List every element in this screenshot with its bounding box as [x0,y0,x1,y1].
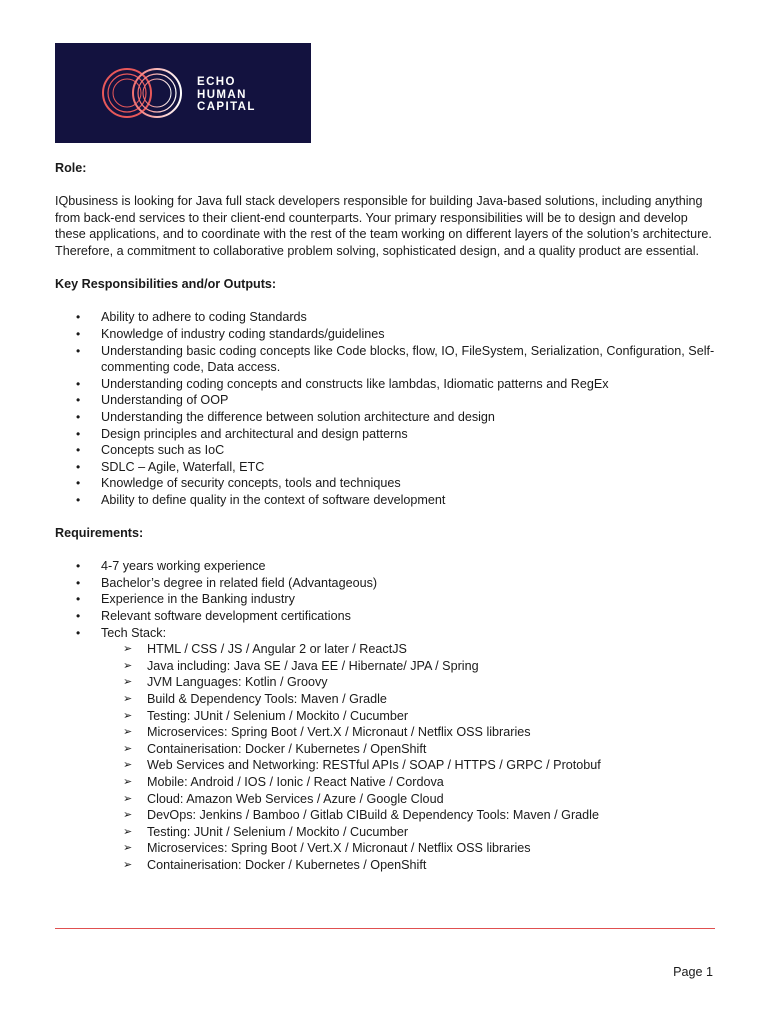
tech-stack-item: ➢ Testing: JUnit / Selenium / Mockito / Cucumber [55,824,715,841]
list-item: • Bachelor’s degree in related field (Advantageous) [55,575,715,592]
tech-stack-item: ➢ Java including: Java SE / Java EE / Hibernate/ JPA / Spring [55,658,715,675]
list-item: • Knowledge of industry coding standards/guidelines [55,326,715,343]
tech-stack-item: ➢ Mobile: Android / IOS / Ionic / React Native / Cordova [55,774,715,791]
tech-stack-item: ➢ Build & Dependency Tools: Maven / Gradle [55,691,715,708]
list-item: • Understanding basic coding concepts like Code blocks, flow, IO, FileSystem, Serialization, Configuration, Self-commenting code, Data access. [55,343,715,376]
tech-stack-item: ➢ JVM Languages: Kotlin / Groovy [55,674,715,691]
role-heading: Role: [55,161,87,175]
responsibilities-heading: Key Responsibilities and/or Outputs: [55,277,277,292]
list-item: • Relevant software development certifications [55,608,715,625]
tech-stack-item: ➢ Containerisation: Docker / Kubernetes / OpenShift [55,741,715,758]
logo-line: ECHO [197,76,236,88]
tech-stack-item: ➢ Cloud: Amazon Web Services / Azure / Google Cloud [55,791,715,808]
logo-line: CAPITAL [197,101,256,113]
list-item: • SDLC – Agile, Waterfall, ETC [55,459,715,476]
list-item: • 4-7 years working experience [55,558,715,575]
tech-stack-list [55,641,715,873]
list-item: • Ability to adhere to coding Standards [55,309,715,326]
tech-stack-item: ➢ Microservices: Spring Boot / Vert.X / Micronaut / Netflix OSS libraries [55,840,715,857]
list-item: • Understanding coding concepts and constructs like lambdas, Idiomatic patterns and RegEx [55,376,715,393]
list-item: • Understanding the difference between solution architecture and design [55,409,715,426]
footer-divider [55,928,715,929]
tech-stack-item: ➢ DevOps: Jenkins / Bamboo / Gitlab CIBuild & Dependency Tools: Maven / Gradle [55,807,715,824]
list-item: • Knowledge of security concepts, tools and techniques [55,475,715,492]
tech-stack-item: ➢ Microservices: Spring Boot / Vert.X / Micronaut / Netflix OSS libraries [55,724,715,741]
list-item: • Concepts such as IoC [55,442,715,459]
list-item: • Tech Stack: [55,625,715,642]
echo-rings-icon [99,65,191,121]
role-description: IQbusiness is looking for Java full stack developers responsible for building Java-based solutions, including anything from back-end services to their client-end counterparts. Your primary responsibilities will be to design and develop these applications, and to coordinate with the rest of the team working on different layers of the solution’s architecture. Therefore, a commitment to collaborative problem solving, sophisticated design, and a quality product are essential. [55,194,712,258]
tech-stack-item: ➢ Containerisation: Docker / Kubernetes / OpenShift [55,857,715,874]
tech-stack-item: ➢ Testing: JUnit / Selenium / Mockito / Cucumber [55,708,715,725]
list-item: • Experience in the Banking industry [55,591,715,608]
list-item: • Design principles and architectural and design patterns [55,426,715,443]
requirements-heading: Requirements: [55,526,144,541]
page-number: Page 1 [673,965,713,979]
logo-wordmark [197,76,256,114]
list-item: • Ability to define quality in the context of software development [55,492,715,509]
document-body [55,160,715,874]
tech-stack-item: ➢ HTML / CSS / JS / Angular 2 or later / ReactJS [55,641,715,658]
responsibilities-list [55,309,715,508]
list-item: • Understanding of OOP [55,392,715,409]
requirements-list [55,558,715,641]
company-logo [55,43,311,143]
tech-stack-item: ➢ Web Services and Networking: RESTful APIs / SOAP / HTTPS / GRPC / Protobuf [55,757,715,774]
logo-line: HUMAN [197,88,247,101]
